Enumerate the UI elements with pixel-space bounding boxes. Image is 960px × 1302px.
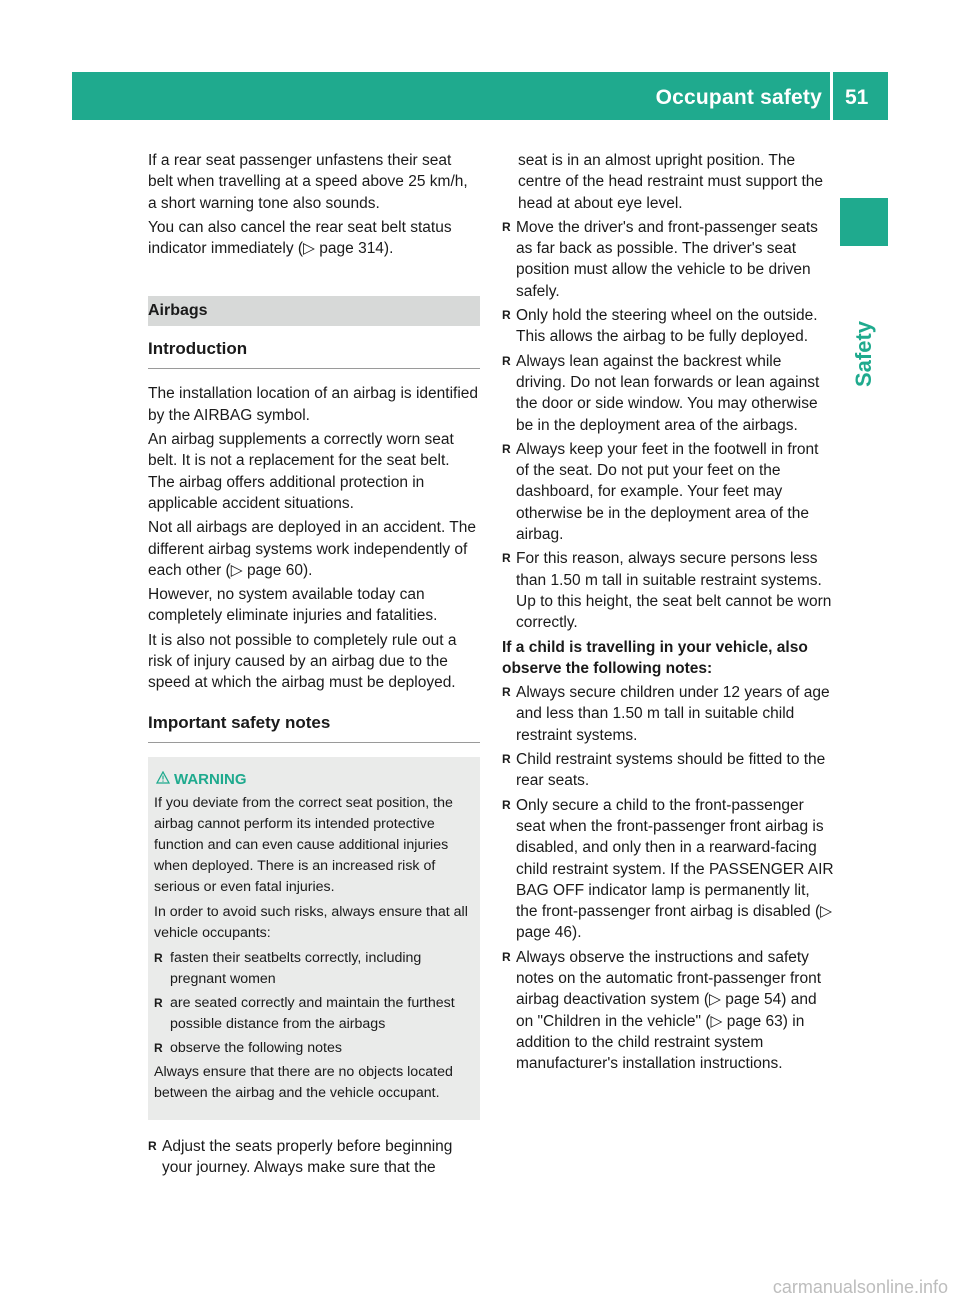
- list-item: R Only secure a child to the front-passenger seat when the front-passenger front airbag is disabled, and only then in a rearward-facing child restraint system. If the PASSENGER AIR BAG OFF indicator lamp is permanently lit, the front-passenger front airbag is disabled (▷ page 46).: [502, 795, 834, 944]
- paragraph: However, no system available today can completely eliminate injuries and fatalities.: [148, 586, 438, 625]
- list-item: R Always secure children under 12 years of age and less than 1.50 m tall in suitable child restraint systems.: [502, 682, 834, 746]
- warning-list-item: R are seated correctly and maintain the furthest possible distance from the airbags: [154, 993, 470, 1035]
- subheading-safety-notes: Important safety notes: [148, 712, 480, 743]
- warning-heading: WARNING: [154, 769, 470, 790]
- list-item: R Move the driver's and front-passenger seats as far back as possible. The driver's seat position must allow the vehicle to be driven safely.: [502, 217, 834, 302]
- page-number: 51: [845, 86, 869, 109]
- paragraph: If a rear seat passenger unfastens their seat belt when travelling at a speed above 25 km/h, a short warning tone also sounds.: [148, 152, 468, 212]
- paragraph: It is also not possible to completely rule out a risk of injury caused by an airbag due to the speed at which the airbag must be deployed.: [148, 631, 457, 692]
- list-item: R Child restraint systems should be fitted to the rear seats.: [502, 749, 834, 792]
- paragraph: An airbag supplements a correctly worn seat belt. It is not a replacement for the seat belt. The airbag offers additional protection in applicable accident situations.: [148, 431, 454, 512]
- list-item: R Always lean against the backrest while driving. Do not lean forwards or lean against the door or side window. You may otherwise be in the deployment area of the airbags.: [502, 351, 834, 436]
- list-item: R Only hold the steering wheel on the outside. This allows the airbag to be fully deployed.: [502, 305, 834, 348]
- warning-list-item: R observe the following notes: [154, 1038, 470, 1059]
- list-item: R Always observe the instructions and safety notes on the automatic front-passenger front airbag deactivation system (▷ page 54) and on "Children in the vehicle" (▷ page 63) in addition to the child restraint system manufacturer's installation instructions.: [502, 947, 834, 1075]
- side-section-label: Safety: [851, 320, 876, 388]
- bold-intro: If a child is travelling in your vehicle, also observe the following notes:: [502, 638, 808, 677]
- subheading-introduction: Introduction: [148, 338, 480, 369]
- section-header-airbags: Airbags: [148, 296, 480, 326]
- header-divider: [830, 72, 833, 120]
- paragraph: The installation location of an airbag is identified by the AIRBAG symbol.: [148, 385, 479, 424]
- list-item: R Adjust the seats properly before beginning your journey. Always make sure that the: [148, 1136, 480, 1179]
- warning-text: In order to avoid such risks, always ensure that all vehicle occupants:: [154, 903, 468, 941]
- warning-box: [148, 757, 480, 1120]
- right-column: [502, 150, 834, 1077]
- paragraph: Not all airbags are deployed in an accident. The different airbag systems work independently of each other (▷ page 60).: [148, 519, 477, 579]
- left-column: [148, 150, 480, 1181]
- list-item: R For this reason, always secure persons less than 1.50 m tall in suitable restraint systems. Up to this height, the seat belt cannot be worn correctly.: [502, 548, 834, 633]
- warning-text: If you deviate from the correct seat position, the airbag cannot perform its intended protective function and can even cause additional injuries when deployed. There is an increased risk of serious or even fatal injuries.: [154, 794, 453, 895]
- paragraph: You can also cancel the rear seat belt status indicator immediately (▷ page 314).: [148, 218, 452, 258]
- list-item: R Always keep your feet in the footwell in front of the seat. Do not put your feet on the dashboard, for example. Your feet may otherwise be in the deployment area of the airbag.: [502, 439, 834, 545]
- page-title: Occupant safety: [655, 86, 822, 109]
- paragraph: seat is in an almost upright position. The centre of the head restraint must support the head at about eye level.: [518, 152, 824, 212]
- warning-triangle-icon: [156, 769, 174, 790]
- footer-watermark: carmanualsonline.info: [772, 1277, 948, 1297]
- side-tab-marker: [840, 198, 888, 246]
- warning-text: Always ensure that there are no objects located between the airbag and the vehicle occupant.: [154, 1063, 453, 1101]
- warning-list-item: R fasten their seatbelts correctly, including pregnant women: [154, 948, 470, 990]
